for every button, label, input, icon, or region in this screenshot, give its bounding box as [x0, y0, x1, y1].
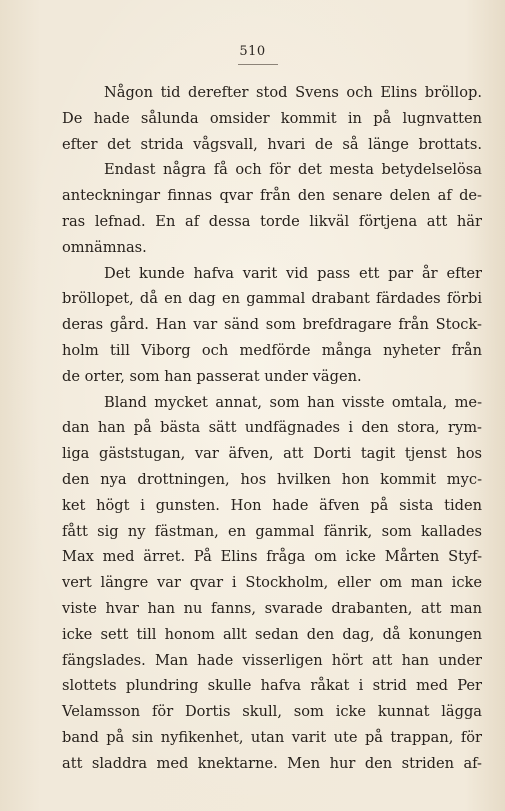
text-line: bröllopet, då en dag en gammal drabant färdades förbi [62, 290, 482, 308]
text-line: Endast några få och för det mesta betydelselösa [104, 161, 482, 179]
text-line: viste hvar han nu fanns, svarade drabanten, att man [62, 599, 482, 617]
text-line: Max med ärret. På Elins fråga om icke Mårten Styf- [62, 548, 482, 566]
text-line: dan han på bästa sätt undfägnades i den stora, rym- [62, 419, 482, 437]
text-line: Det kunde hafva varit vid pass ett par år efter [104, 264, 482, 282]
text-line: Bland mycket annat, som han visste omtala, me- [104, 393, 482, 411]
text-line: de orter, som han passerat under vägen. [62, 367, 362, 385]
text-line: efter det strida vågsvall, hvari de så länge brottats. [62, 135, 482, 153]
text-line: De hade sålunda omsider kommit in på lugnvatten [62, 109, 482, 127]
text-line: deras gård. Han var sänd som brefdragare från Stock- [62, 316, 482, 334]
text-line: ras lefnad. En af dessa torde likväl förtjena att här [62, 212, 482, 230]
text-line: holm till Viborg och medförde många nyheter från [62, 341, 482, 359]
text-line: att sladdra med knektarne. Men hur den striden af- [62, 754, 482, 772]
text-line: fängslades. Man hade visserligen hört att han under [62, 651, 482, 669]
text-line: liga gäststugan, var äfven, att Dorti tagit tjenst hos [62, 445, 482, 463]
text-line: fått sig ny fästman, en gammal fänrik, som kallades [62, 522, 482, 540]
text-line: vert längre var qvar i Stockholm, eller om man icke [62, 574, 482, 592]
page-number-rule [238, 64, 278, 65]
page-number: 510 [239, 44, 266, 59]
body-text [62, 80, 482, 777]
text-line: den nya drottningen, hos hvilken hon kommit myc- [62, 470, 482, 488]
text-line: omnämnas. [62, 238, 147, 256]
text-line: icke sett till honom allt sedan den dag, då konungen [62, 625, 482, 643]
text-line: anteckningar finnas qvar från den senare delen af de- [62, 187, 482, 205]
text-line: Velamsson för Dortis skull, som icke kunnat lägga [62, 703, 482, 721]
text-line: Någon tid derefter stod Svens och Elins bröllop. [104, 84, 482, 101]
text-line: band på sin nyfikenhet, utan varit ute på trappan, för [62, 728, 482, 746]
text-line: ket högt i gunsten. Hon hade äfven på sista tiden [62, 496, 482, 514]
text-line: slottets plundring skulle hafva råkat i strid med Per [62, 677, 482, 695]
